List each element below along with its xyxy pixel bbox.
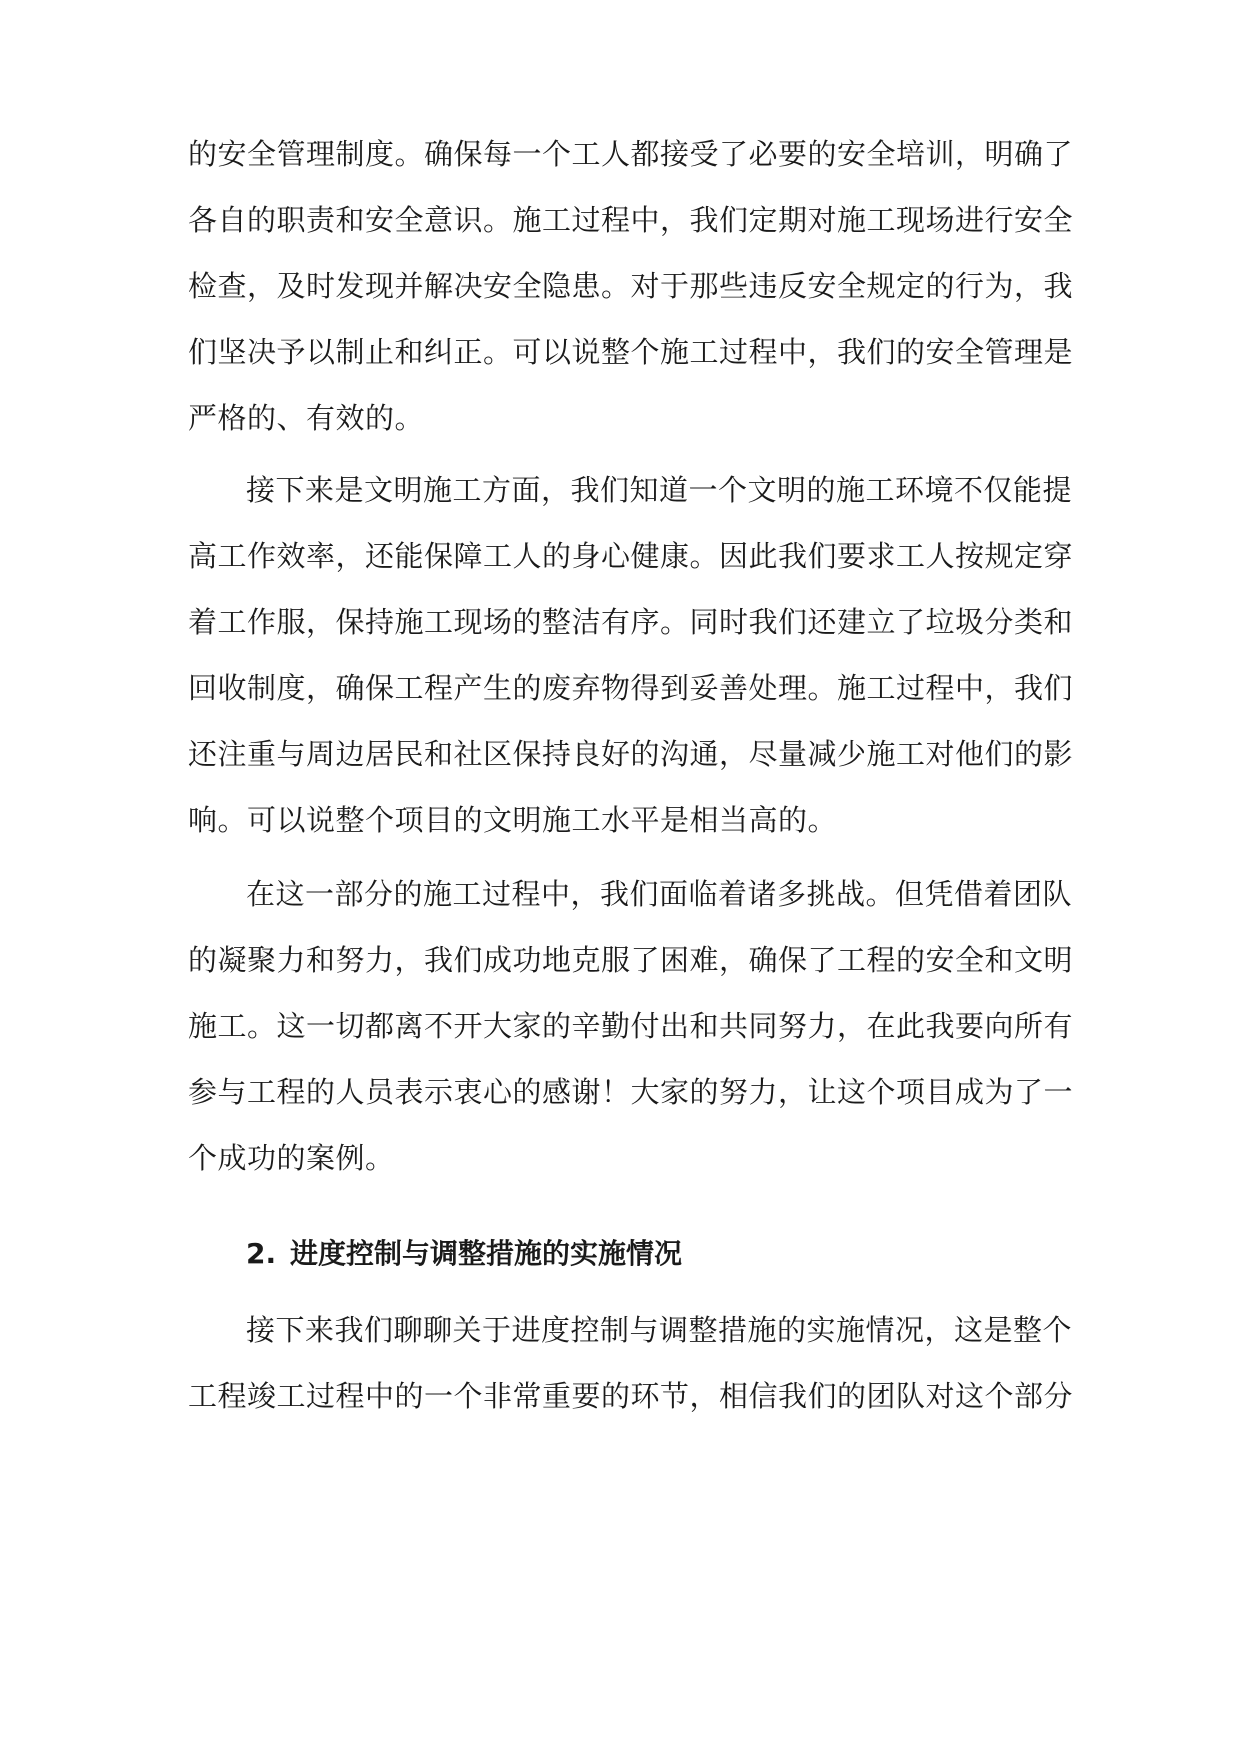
paragraph-1-line-2: 各自的职责和安全意识。施工过程中，我们定期对施工现场进行安全 bbox=[188, 203, 1074, 237]
section-heading bbox=[246, 1234, 682, 1274]
paragraph-2-line-3: 着工作服，保持施工现场的整洁有序。同时我们还建立了垃圾分类和 bbox=[188, 605, 1074, 639]
paragraph-2-line-1: 接下来是文明施工方面，我们知道一个文明的施工环境不仅能提 bbox=[246, 473, 1073, 507]
paragraph-1-line-3: 检查，及时发现并解决安全隐患。对于那些违反安全规定的行为，我 bbox=[188, 269, 1074, 303]
section-heading-number: 2. bbox=[246, 1237, 277, 1270]
paragraph-3-line-1: 在这一部分的施工过程中，我们面临着诸多挑战。但凭借着团队 bbox=[246, 877, 1073, 911]
section-heading-title: 进度控制与调整措施的实施情况 bbox=[290, 1237, 683, 1270]
paragraph-3-line-4: 参与工程的人员表示衷心的感谢！大家的努力，让这个项目成为了一 bbox=[188, 1075, 1074, 1109]
paragraph-4-line-1: 接下来我们聊聊关于进度控制与调整措施的实施情况，这是整个 bbox=[246, 1313, 1073, 1347]
paragraph-3-line-3: 施工。这一切都离不开大家的辛勤付出和共同努力，在此我要向所有 bbox=[188, 1009, 1074, 1043]
paragraph-1-line-1: 的安全管理制度。确保每一个工人都接受了必要的安全培训，明确了 bbox=[188, 137, 1074, 171]
paragraph-3-line-5: 个成功的案例。 bbox=[188, 1141, 395, 1175]
paragraph-2-line-4: 回收制度，确保工程产生的废弃物得到妥善处理。施工过程中，我们 bbox=[188, 671, 1074, 705]
paragraph-3-line-2: 的凝聚力和努力，我们成功地克服了困难，确保了工程的安全和文明 bbox=[188, 943, 1074, 977]
paragraph-1-line-5: 严格的、有效的。 bbox=[188, 401, 425, 435]
paragraph-2-line-6: 响。可以说整个项目的文明施工水平是相当高的。 bbox=[188, 803, 838, 837]
paragraph-2-line-2: 高工作效率，还能保障工人的身心健康。因此我们要求工人按规定穿 bbox=[188, 539, 1074, 573]
paragraph-1-line-4: 们坚决予以制止和纠正。可以说整个施工过程中，我们的安全管理是 bbox=[188, 335, 1074, 369]
paragraph-2-line-5: 还注重与周边居民和社区保持良好的沟通，尽量减少施工对他们的影 bbox=[188, 737, 1074, 771]
paragraph-4-line-2: 工程竣工过程中的一个非常重要的环节，相信我们的团队对这个部分 bbox=[188, 1379, 1074, 1413]
